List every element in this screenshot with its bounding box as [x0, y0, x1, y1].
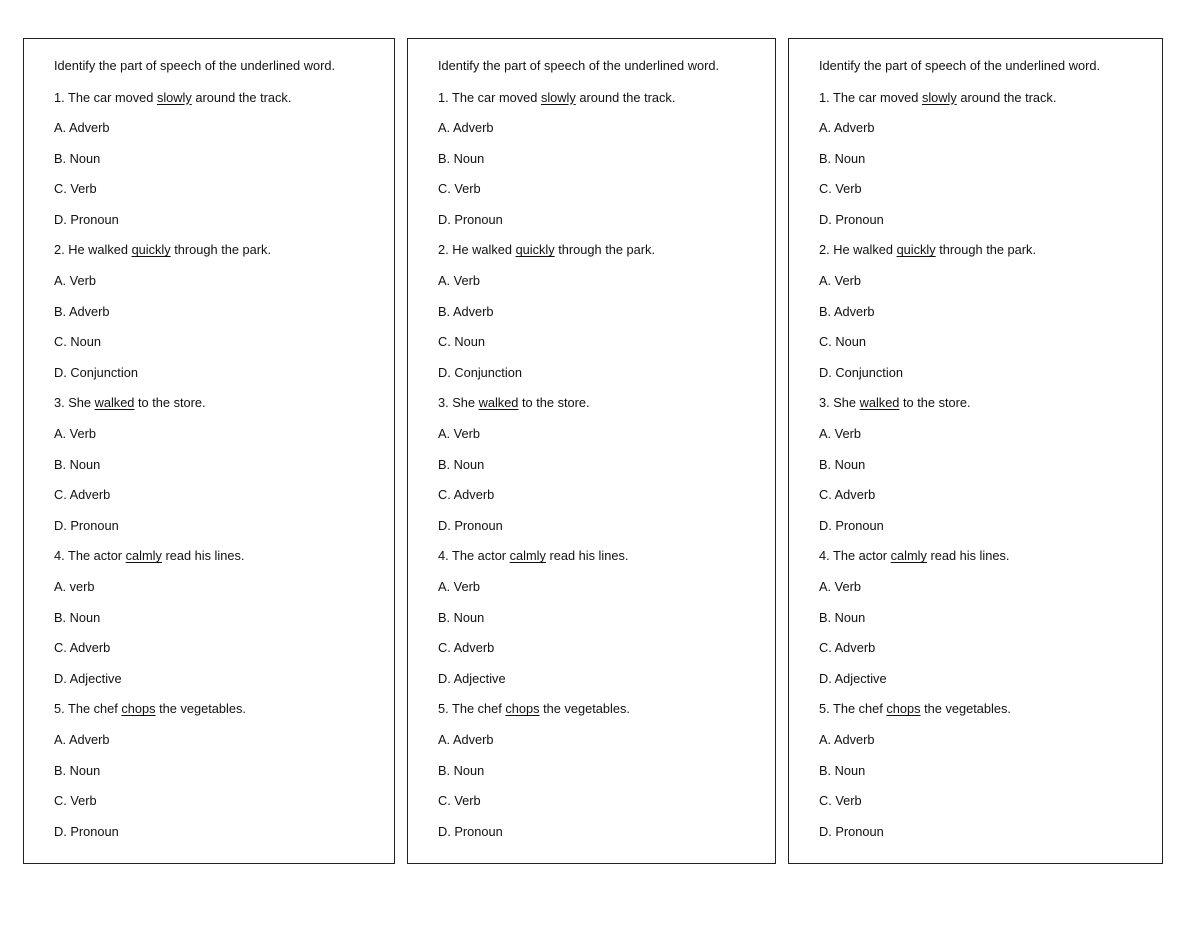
option: B. Noun: [54, 150, 101, 166]
option: D. Adjective: [54, 670, 122, 686]
underlined-word: slowly: [540, 89, 576, 105]
underlined-word: quickly: [515, 242, 555, 258]
option: C. Adverb: [438, 640, 495, 656]
question-1: 1. The car moved slowly around the track.: [54, 89, 292, 105]
option: D. Conjunction: [819, 364, 903, 380]
option: A. Verb: [54, 273, 96, 289]
question-5: 5. The chef chops the vegetables.: [819, 701, 1011, 717]
question-2: 2. He walked quickly through the park.: [438, 242, 656, 258]
option: C. Adverb: [819, 487, 876, 503]
underlined-word: chops: [121, 701, 156, 717]
worksheet-content: [438, 56, 769, 852]
option: D. Pronoun: [819, 211, 884, 227]
option: B. Noun: [438, 456, 485, 472]
option: A. Adverb: [438, 731, 494, 747]
option: D. Conjunction: [54, 364, 138, 380]
underlined-word: slowly: [156, 89, 192, 105]
option: A. Verb: [438, 426, 480, 442]
underlined-word: calmly: [890, 548, 927, 564]
question-1: 1. The car moved slowly around the track.: [438, 89, 676, 105]
question-2: 2. He walked quickly through the park.: [819, 242, 1037, 258]
option: D. Pronoun: [819, 517, 884, 533]
option: A. Adverb: [819, 731, 875, 747]
option: D. Pronoun: [438, 211, 503, 227]
option: C. Noun: [438, 334, 485, 350]
option: A. Adverb: [438, 120, 494, 136]
underlined-word: walked: [94, 395, 135, 411]
option: C. Adverb: [819, 640, 876, 656]
option: B. Noun: [819, 762, 866, 778]
underlined-word: walked: [478, 395, 519, 411]
option: A. Verb: [54, 426, 96, 442]
worksheet-panel-1: [23, 38, 395, 864]
option: B. Noun: [438, 609, 485, 625]
option: A. Verb: [438, 273, 480, 289]
question-3: 3. She walked to the store.: [54, 395, 206, 411]
option: D. Pronoun: [819, 823, 884, 839]
underlined-word: quickly: [896, 242, 936, 258]
underlined-word: slowly: [921, 89, 957, 105]
option: B. Noun: [819, 456, 866, 472]
underlined-word: chops: [886, 701, 921, 717]
underlined-word: quickly: [131, 242, 171, 258]
question-5: 5. The chef chops the vegetables.: [54, 701, 246, 717]
instruction-heading: Identify the part of speech of the underlined word.: [819, 58, 1101, 73]
worksheet-panel-2: [407, 38, 776, 864]
option: D. Adjective: [819, 670, 887, 686]
option: C. Verb: [438, 793, 481, 809]
option: A. Verb: [819, 426, 861, 442]
option: D. Adjective: [438, 670, 506, 686]
underlined-word: calmly: [125, 548, 162, 564]
option: A. Verb: [819, 273, 861, 289]
option: C. Verb: [819, 181, 862, 197]
question-4: 4. The actor calmly read his lines.: [819, 548, 1010, 564]
option: A. Adverb: [819, 120, 875, 136]
option: B. Noun: [54, 609, 101, 625]
option: B. Adverb: [819, 303, 875, 319]
option: C. Verb: [819, 793, 862, 809]
option: D. Pronoun: [54, 517, 119, 533]
question-2: 2. He walked quickly through the park.: [54, 242, 272, 258]
option: B. Noun: [819, 609, 866, 625]
question-1: 1. The car moved slowly around the track.: [819, 89, 1057, 105]
underlined-word: walked: [859, 395, 900, 411]
option: C. Adverb: [54, 487, 111, 503]
underlined-word: calmly: [509, 548, 546, 564]
question-3: 3. She walked to the store.: [819, 395, 971, 411]
question-3: 3. She walked to the store.: [438, 395, 590, 411]
question-4: 4. The actor calmly read his lines.: [438, 548, 629, 564]
option: A. verb: [54, 579, 95, 594]
instruction-heading: Identify the part of speech of the underlined word.: [438, 58, 720, 73]
option: D. Conjunction: [438, 364, 522, 380]
option: A. Adverb: [54, 731, 110, 747]
option: B. Noun: [819, 150, 866, 166]
option: D. Pronoun: [438, 517, 503, 533]
underlined-word: chops: [505, 701, 540, 717]
option: A. Verb: [819, 579, 861, 594]
worksheet-content: [819, 56, 1156, 852]
question-4: 4. The actor calmly read his lines.: [54, 548, 245, 564]
option: C. Noun: [819, 334, 866, 350]
option: C. Verb: [438, 181, 481, 197]
option: D. Pronoun: [54, 823, 119, 839]
question-5: 5. The chef chops the vegetables.: [438, 701, 630, 717]
option: D. Pronoun: [54, 211, 119, 227]
option: C. Noun: [54, 334, 101, 350]
option: C. Verb: [54, 181, 97, 197]
option: A. Adverb: [54, 120, 110, 136]
instruction-heading: Identify the part of speech of the underlined word.: [54, 58, 336, 73]
option: A. Verb: [438, 579, 480, 594]
option: B. Adverb: [54, 303, 110, 319]
option: C. Adverb: [54, 640, 111, 656]
option: C. Verb: [54, 793, 97, 809]
option: C. Adverb: [438, 487, 495, 503]
option: B. Noun: [54, 762, 101, 778]
worksheet-content: [54, 56, 388, 852]
worksheet-panel-3: [788, 38, 1163, 864]
option: B. Noun: [54, 456, 101, 472]
option: B. Noun: [438, 150, 485, 166]
option: B. Noun: [438, 762, 485, 778]
option: D. Pronoun: [438, 823, 503, 839]
option: B. Adverb: [438, 303, 494, 319]
